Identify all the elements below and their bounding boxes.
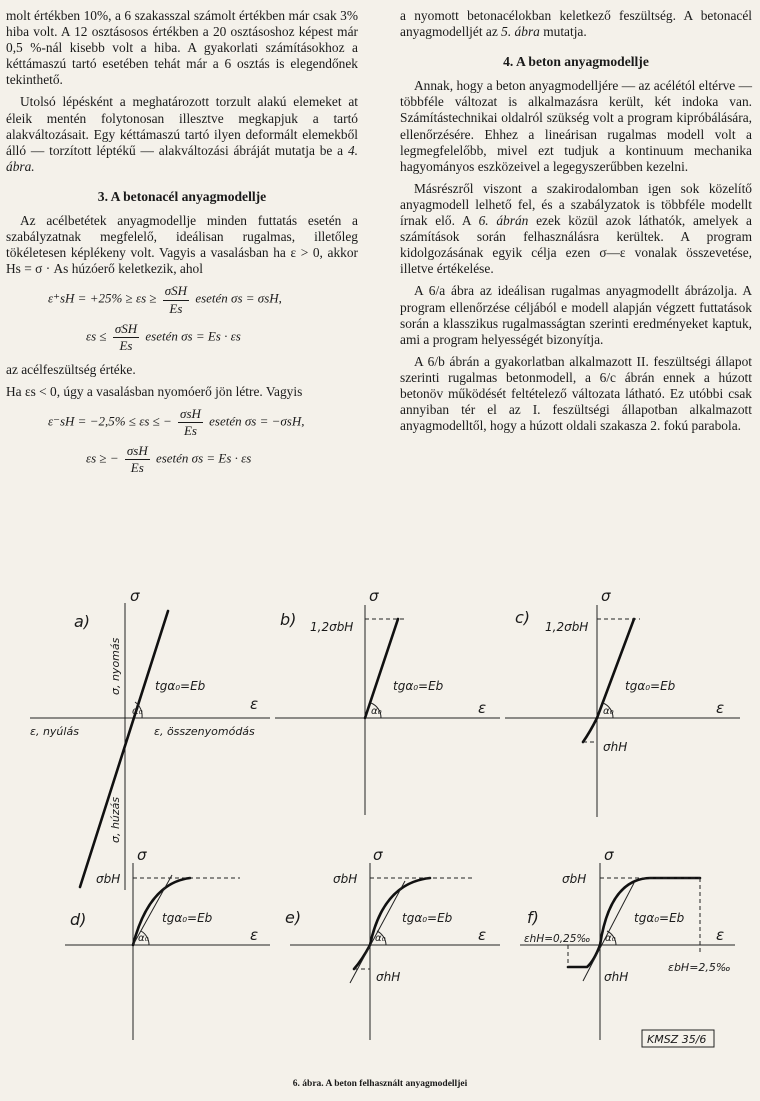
left-para-1: molt értékben 10%, a 6 szakasszal számolt értékben már csak 3% hiba volt. A 12 osztásosos értékben a 20 osztásoshoz képest már 0,5 %-nál kisebb volt a hiba. A gyakorlati számításokhoz a kéttámaszú tartó esetében tehát már a 6 osztás is elegendőnek tekinthető. [6, 8, 358, 88]
panel-d-level-label: σbH [96, 872, 121, 886]
panel-b-sigma-label: σ [369, 587, 379, 605]
figure-stamp-text: KMSZ 35/6 [647, 1033, 707, 1046]
panel-f-eps-h-label: εhH=0,25‰ [524, 933, 591, 945]
panel-c [505, 587, 740, 817]
panel-e-tension-curve [354, 945, 370, 969]
panel-c-neg-label: σhH [603, 740, 628, 754]
panel-f-alpha-label: α₀ [605, 933, 616, 944]
panel-a-alpha-label: α₀ [132, 706, 143, 717]
panel-e-neg-label: σhH [376, 970, 401, 984]
panel-d-sigma-label: σ [137, 846, 147, 864]
equations-compression [6, 406, 358, 476]
panel-c-linear-curve [597, 619, 634, 718]
panel-f-neg-label: σhH [604, 970, 629, 984]
panel-e-alpha-label: α₀ [375, 933, 386, 944]
panel-b-label: b) [280, 610, 297, 629]
right-para-2: Annak, hogy a beton anyagmodelljére — az acélétól eltérve — többféle változat is alkalmazásra került, két indoka van. Számítástechnikai oldalról szükség volt a program kipróbálására, ellenőrzésére. Ehhez a lineárisan rugalmas modell volt a legmegfelelőbb, mivel ezt tudjuk a kontinuum mechanika hagyományos eszközeivel a legegyszerűbben kezelni. [400, 78, 752, 174]
panel-e-tg-label: tgα₀=Eb [402, 911, 453, 925]
panel-c-eps-label: ε [716, 699, 725, 717]
panel-c-level-label: 1,2σbH [545, 620, 589, 634]
right-para-5: A 6/b ábrán a gyakorlatban alkalmazott II. feszültségi állapot szerinti rugalmas betonmodell, a 6/c ábrán ennek a húzott betonöv működését feltételező változata látható. Ez utóbbi csak annyiban tér el az I. feszültségi állapotban alkalmazott anyagmodelltől, hogy a húzott oldali szakasza 2. fokú parabola. [400, 353, 752, 434]
right-para-1: a nyomott betonacélokban keletkező feszültség. A betonacél anyagmodelljét az 5. ábra mutatja. [400, 8, 752, 40]
panel-e-eps-label: ε [478, 926, 487, 944]
panel-a-label: a) [74, 612, 91, 631]
panel-b-tg-label: tgα₀=Eb [393, 679, 444, 693]
panel-a-linear-curve [80, 611, 168, 887]
panel-f-label: f) [527, 908, 539, 927]
panel-a [30, 587, 270, 890]
panel-e-sigma-label: σ [373, 846, 383, 864]
panel-d-tg-label: tgα₀=Eb [162, 911, 213, 925]
panel-a-sigma-label: σ [130, 587, 140, 605]
panel-b-level-label: 1,2σbH [310, 620, 354, 634]
right-para-4: A 6/a ábra az ideálisan rugalmas anyagmodellt ábrázolja. A program ellenőrzése céljából e modell alapján végzett futtatások során a klasszikus rugalmasságtan szerinti eredményeket kaptuk, ami a program helyességét bizonyítja. [400, 283, 752, 347]
panel-a-shortening-label: ε, összenyomódás [154, 725, 255, 738]
panel-f-sigma-label: σ [604, 846, 614, 864]
figure-caption: 6. ábra. A beton felhasznált anyagmodelljei [292, 1079, 468, 1089]
equation-4: εs ≥ − $\frac{\text{σsH}}{Es}$ esetén σs = Es · εs [86, 443, 252, 476]
panel-b-alpha-label: α₀ [371, 706, 382, 717]
panel-e [285, 846, 500, 1040]
panel-f-eps-b-label: εbH=2,5‰ [668, 961, 731, 974]
left-column [6, 8, 358, 484]
right-para-3: Másrészről viszont a szakirodalomban igen sok közelítő anyagmodell lelhető fel, és a szabályzatok is többféle modellt írnak elő. A 6. ábrán ezek közül azok láthatók, amelyek a számítások során felhasználásra kerültek. A program kidolgozásának egyik célja ezen σ—ε vonalak összevetése, illetve értékelése. [400, 180, 752, 277]
panel-f [520, 846, 735, 1040]
panel-c-tg-label: tgα₀=Eb [625, 679, 676, 693]
figure-6-drawing [0, 585, 760, 1075]
left-para-4: az acélfeszültség értéke. [6, 361, 136, 377]
panel-b [275, 587, 500, 815]
equation-1: ε⁺sH = +25% ≥ εs ≥ $\frac{\text{σSH}}{Es}$ esetén σs = σsH, [48, 283, 282, 316]
panel-f-level-label: σbH [562, 872, 587, 886]
panel-a-tg-label: tgα₀=Eb [155, 679, 206, 693]
equation-2: εs ≤ $\frac{\text{σSH}}{Es}$ esetén σs = Es · εs [86, 320, 241, 353]
left-para-2: Utolsó lépésként a meghatározott torzult alakú elemeket at éleik mentén folytonosan illesztve megkapjuk a tartó alakváltozásait. Egy kéttámaszú tartó ilyen deformált elemekből álló — torzított léptékű — alakváltozási ábráját mutatja be a 4. ábra. [6, 94, 358, 174]
left-para-3: Az acélbetétek anyagmodellje minden futtatás esetén a szabályzatnak megfelelő, ideálisan rugalmas, illetőleg tökéletesen képlékeny volt. Vagyis a vasalásban ha ε > 0, akkor Hs = σ · As húzóerő keletkezik, ahol [6, 213, 358, 277]
panel-c-alpha-label: α₀ [603, 706, 614, 717]
right-column [400, 8, 752, 440]
panel-a-elongation-label: ε, nyúlás [30, 725, 79, 738]
panel-c-tension-curve [583, 718, 597, 742]
equations-tension [6, 283, 358, 353]
heading-concrete-model: 4. A beton anyagmodellje [503, 54, 649, 70]
left-para-5: Ha εs < 0, úgy a vasalásban nyomóerő jön létre. Vagyis [6, 383, 303, 399]
panel-d-label: d) [70, 910, 87, 929]
panel-e-level-label: σbH [333, 872, 358, 886]
panel-f-eps-label: ε [716, 926, 725, 944]
panel-b-eps-label: ε [478, 699, 487, 717]
panel-e-label: e) [285, 908, 302, 927]
panel-d [65, 846, 270, 1040]
panel-a-tension-label: σ, húzás [109, 796, 122, 843]
figure-stamp [642, 1030, 714, 1047]
panel-a-eps-label: ε [250, 695, 259, 713]
panel-c-sigma-label: σ [601, 587, 611, 605]
panel-f-tension-curve [568, 945, 600, 967]
panel-a-compression-label: σ, nyomás [109, 637, 122, 695]
panel-d-eps-label: ε [250, 926, 259, 944]
panel-c-label: c) [515, 608, 531, 627]
panel-b-linear-curve [365, 619, 398, 718]
figure-6 [0, 585, 760, 1075]
equation-3: ε⁻sH = −2,5% ≤ εs ≤ − $\frac{\text{σsH}}{Es}$ esetén σs = −σsH, [48, 405, 305, 439]
panel-f-tg-label: tgα₀=Eb [634, 911, 685, 925]
heading-steel-model: 3. A betonacél anyagmodellje [97, 188, 267, 204]
panel-d-alpha-label: α₀ [138, 933, 149, 944]
panel-e-tangent [350, 881, 405, 983]
